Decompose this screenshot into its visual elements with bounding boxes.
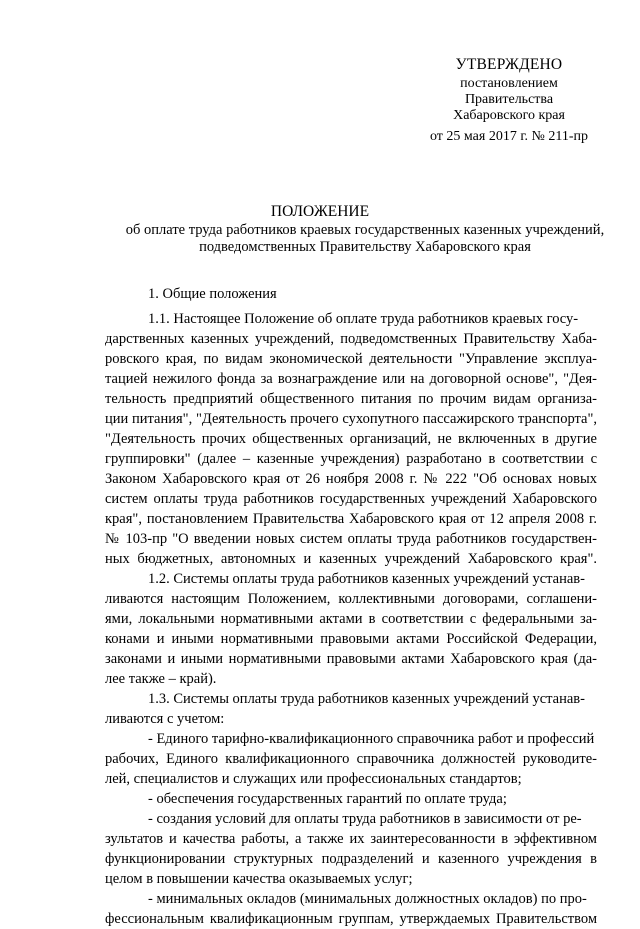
list-item-line: - Единого тарифно-квалификационного справочника работ и профессий <box>148 731 595 747</box>
approval-stamp <box>414 56 604 145</box>
approval-line: постановлением <box>460 76 558 91</box>
list-item-line: фессиональным квалификационным группам, утверждаемых Правительством <box>105 911 597 927</box>
list-item-line: рабочих, Единого квалификационного справочника должностей руководите- <box>105 751 597 767</box>
paragraph-line: лее также – край). <box>105 671 217 687</box>
paragraph-line: группировки" (далее – казенные учреждения) разработано в соответствии с <box>105 451 597 467</box>
document-body <box>105 284 597 929</box>
list-item-line: целом в повышении качества оказываемых услуг; <box>105 871 413 887</box>
list-item-line: лей, специалистов и служащих или профессиональных стандартов; <box>105 771 522 787</box>
paragraph-line: 1.1. Настоящее Положение об оплате труда работников краевых госу- <box>148 311 579 327</box>
paragraph-line: тельность предприятий общественного питания по прочим видам организа- <box>105 391 597 407</box>
paragraph-line: № 103-пр "О введении новых систем оплаты труда работников государствен- <box>105 531 597 547</box>
paragraph-line: ции питания", "Деятельность прочего сухопутного пассажирского транспорта", <box>105 411 597 427</box>
paragraph-line: ных бюджетных, автономных и казенных учреждений Хабаровского края". <box>105 551 597 567</box>
paragraph-line: законами и иными нормативными правовыми актами Хабаровского края (да- <box>105 651 597 667</box>
document-subtitle <box>105 222 625 256</box>
list-item-line: функционировании структурных подразделений и казенного учреждения в <box>105 851 597 867</box>
list-item-line: зультатов и качества работы, а также их заинтересованности в эффективном <box>105 831 597 847</box>
paragraph-line: систем оплаты труда работников государственных учреждений Хабаровского <box>105 491 597 507</box>
list-item-line: - обеспечения государственных гарантий по оплате труда; <box>148 791 507 807</box>
approval-line: Хабаровского края <box>453 108 565 123</box>
approval-line: Правительства <box>464 92 554 107</box>
paragraph-line: ливаются настоящим Положением, коллективными договорами, соглашени- <box>105 591 597 607</box>
approval-date: от 25 мая 2017 г. № 211-пр <box>429 129 588 144</box>
paragraph-line: ями, локальными нормативными актами в соответствии с федеральными за- <box>105 611 597 627</box>
paragraph-line: края", постановлением Правительства Хабаровского края от 12 апреля 2008 г. <box>105 511 597 527</box>
paragraph-line: 1.2. Системы оплаты труда работников казенных учреждений устанав- <box>148 571 585 587</box>
paragraph-line: ливаются с учетом: <box>105 711 225 727</box>
paragraph-line: тацией нежилого фонда за вознаграждение или на договорной основе", "Дея- <box>105 371 597 387</box>
paragraph-line: "Деятельность прочих общественных организаций, не включенных в другие <box>105 431 597 447</box>
subtitle-line: об оплате труда работников краевых государственных казенных учреждений, <box>125 222 605 238</box>
approval-title: УТВЕРЖДЕНО <box>455 56 563 73</box>
list-item-line: - создания условий для оплаты труда работников в зависимости от ре- <box>148 811 582 827</box>
list-item-line: - минимальных окладов (минимальных должностных окладов) по про- <box>148 891 587 907</box>
paragraph-line: 1.3. Системы оплаты труда работников казенных учреждений устанав- <box>148 691 585 707</box>
paragraph-line: Законом Хабаровского края от 26 ноября 2008 г. № 222 "Об основах новых <box>105 471 597 487</box>
paragraph-line: ровского края, по видам экономической деятельности "Управление эксплуа- <box>105 351 597 367</box>
subtitle-line: подведомственных Правительству Хабаровского края <box>199 239 531 255</box>
document-title: ПОЛОЖЕНИЕ <box>270 203 370 220</box>
section-heading: 1. Общие положения <box>148 286 277 302</box>
paragraph-line: конами и иными нормативными правовыми актами Российской Федерации, <box>105 631 597 647</box>
paragraph-line: дарственных казенных учреждений, подведомственных Правительству Хаба- <box>105 331 597 347</box>
